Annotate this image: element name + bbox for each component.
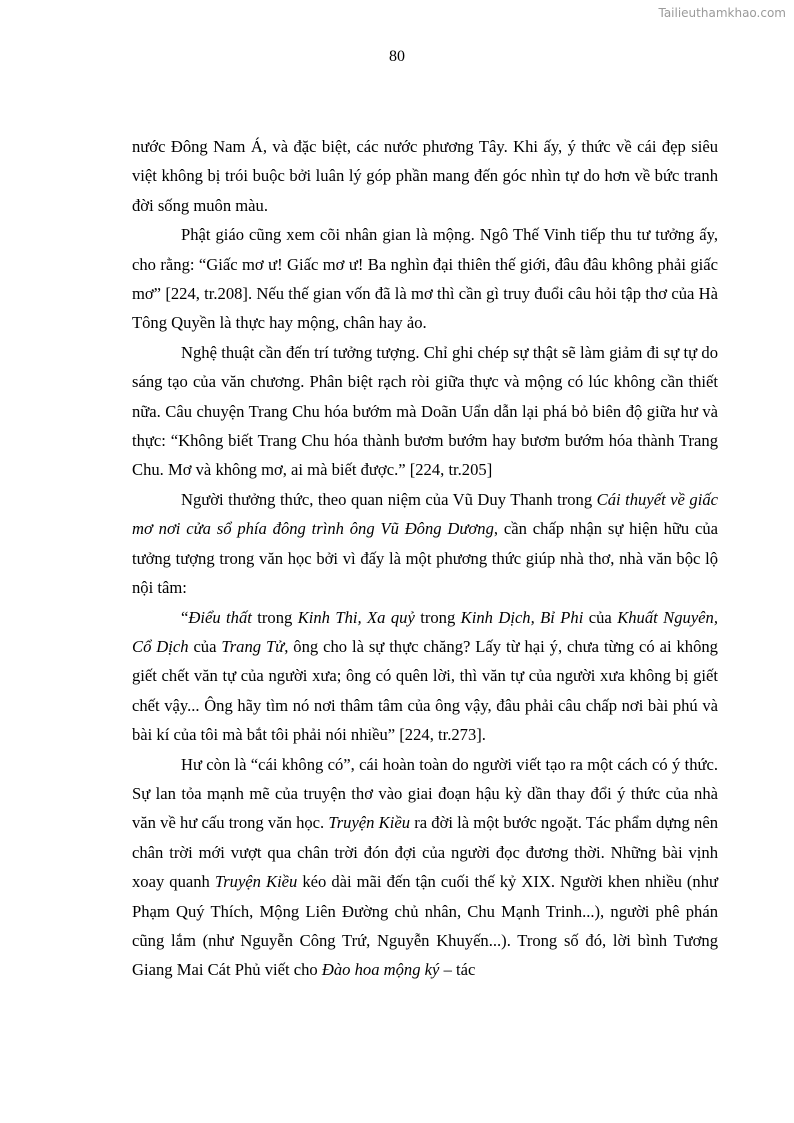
text-run: nước Đông Nam Á, và đặc biệt, các nước phương Tây. Khi ấy, ý thức về cái đẹp siêu việt không bị trói buộc bởi luân lý góp phần mang đến góc nhìn tự do hơn về bức tranh đời sống muôn màu.	[132, 137, 718, 215]
page-number: 80	[389, 48, 405, 65]
text-run: Cái thuyết về giấc mơ nơi cửa sổ phía đông trình ông Vũ Đông Dương	[132, 489, 719, 539]
text-run: , cần chấp nhận sự hiện hữu của tưởng tượng trong văn học bởi vì đấy là một phương thức giúp nhà thơ, nhà văn bộc lộ nội tâm:	[132, 519, 718, 598]
text-run: Hư còn là “cái không có”, cái hoàn toàn do người viết tạo ra một cách có ý thức. Sự lan tỏa mạnh mẽ của truyện thơ vào giai đoạn hậu kỳ dần thay đổi ý thức của nhà văn về hư cấu trong văn học.	[132, 754, 718, 833]
text-run: kéo dài mãi đến tận cuối thế kỷ XIX. Người khen nhiều (như Phạm Quý Thích, Mộng Liên Đường chủ nhân, Chu Mạnh Trinh...), người phê phán cũng lắm (như Nguyễn Công Trứ, Nguyễn Khuyến...). Trong số đó, lời bình Tương Giang Mai Cát Phủ viết cho	[132, 872, 719, 980]
text-run: Trang Tử	[221, 636, 285, 656]
text-run: Truyện Kiều	[328, 813, 410, 833]
text-run: trong	[414, 607, 461, 627]
text-run: Truyện Kiều	[214, 872, 298, 892]
text-run: Đào hoa mộng ký	[321, 960, 440, 980]
paragraph-3	[132, 338, 718, 485]
text-run: Điểu thất	[188, 607, 252, 627]
text-run: Phật giáo cũng xem cõi nhân gian là mộng. Ngô Thế Vinh tiếp thu tư tưởng ấy, cho rằng: “Giấc mơ ư! Giấc mơ ư! Ba nghìn đại thiên thế giới, đâu đâu không phải giấc mơ” [224, tr.208]. Nếu thế gian vốn đã là mơ thì cần gì truy đuổi câu hỏi tập thơ của Hà Tông Quyền là thực hay mộng, chân hay ảo.	[132, 225, 718, 333]
text-run: của	[583, 607, 618, 627]
text-run: Kinh Thi, Xa quỷ	[297, 607, 415, 627]
text-run: Khuất Nguyên, Cổ Dịch	[132, 607, 718, 656]
text-run: trong	[251, 607, 298, 627]
watermark: Tailieuthamkhao.com	[658, 6, 786, 20]
text-run: của	[188, 636, 222, 656]
text-run: Nghệ thuật cần đến trí tưởng tượng. Chỉ ghi chép sự thật sẽ làm giảm đi sự tự do sáng tạo của văn chương. Phân biệt rạch ròi giữa thực và mộng có lúc không cần thiết nữa. Câu chuyện Trang Chu hóa bướm mà Doãn Uẩn dẫn lại phá bỏ biên độ giữa hư và thực: “Không biết Trang Chu hóa thành bươm bướm hay bươm bướm hóa thành Trang Chu. Mơ và không mơ, ai mà biết được.” [224, tr.205]	[132, 342, 718, 480]
paragraph-4	[132, 485, 718, 603]
text-run: Kinh Dịch, Bỉ Phi	[460, 607, 584, 627]
quotation-paragraph	[132, 603, 718, 750]
body-text	[132, 132, 718, 985]
paragraph-6	[132, 750, 718, 985]
text-run: – tác	[439, 960, 476, 980]
text-run: “	[181, 607, 189, 627]
paragraph-1	[132, 132, 718, 220]
paragraph-2	[132, 220, 718, 338]
text-run: , ông cho là sự thực chăng? Lấy từ hại ý, chưa từng có ai không giết chết văn tự của người xưa; ông có quên lời, thì văn tự của người xưa không bị giết chết vậy... Ông hãy tìm nó nơi thâm tâm của ông vậy, đâu phải câu chấp nơi bài phú và bài kí của tôi mà bắt tôi phải nói nhiều” [224, tr.273].	[132, 636, 718, 745]
text-run: ra đời là một bước ngoặt. Tác phẩm dựng nên chân trời mới vượt qua chân trời đón đợi của người đọc đương thời. Những bài vịnh xoay quanh	[132, 813, 718, 892]
text-run: Người thưởng thức, theo quan niệm của Vũ Duy Thanh trong	[181, 489, 597, 509]
